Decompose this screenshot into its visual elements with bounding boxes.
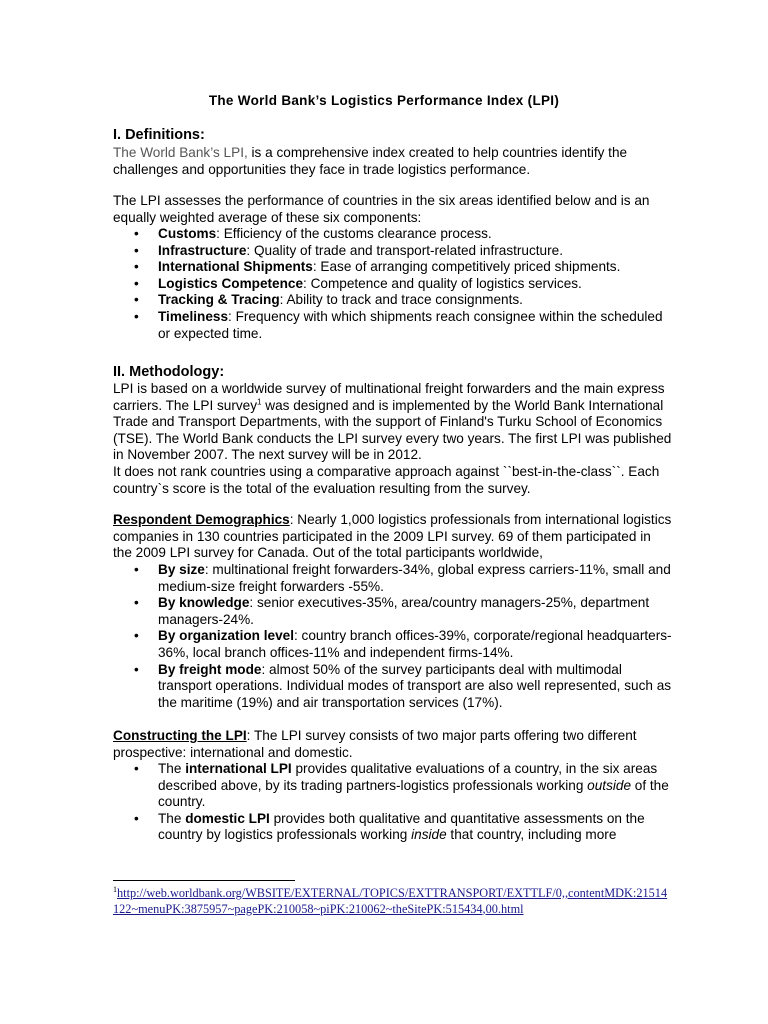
footnote-number: 1 — [113, 884, 117, 894]
footnote — [113, 886, 673, 917]
bullet-icon: • — [134, 628, 139, 644]
bullet-icon: • — [134, 242, 139, 258]
lpi-components-list — [113, 226, 673, 342]
bullet-icon: • — [134, 226, 139, 241]
bullet-icon: • — [134, 661, 139, 677]
intro-lpi-name: The World Bank’s LPI, — [113, 145, 248, 160]
methodology-paragraph: LPI is based on a worldwide survey of multinational freight forwarders and the main express carriers. The LPI survey$^1$ was designed and is implemented by the World Bank International Trade and Transport Departments, with the support of Finland's Turku School of Economics (TSE). The World Bank conducts the LPI survey every two years. The first LPI was published in November 2007. The next survey will be in 2012. It does not rank countries using a comparative approach against ``best-in-the-class``. Each country`s score is the total of the evaluation resulting from the survey. — [113, 381, 672, 496]
section-heading-methodology: II. Methodology: — [113, 364, 225, 380]
list-item: • By organization level: country branch offices-39%, corporate/regional headquarters-36%, local branch offices-11% and independent firms-14%. — [134, 628, 672, 660]
list-item: • The international LPI provides qualitative evaluations of a country, in the six areas described above, by its trading partners-logistics professionals working outside of the country. — [134, 761, 669, 810]
bullet-icon: • — [134, 275, 139, 291]
bullet-icon: • — [134, 308, 139, 324]
footnote-ref[interactable]: 1 — [257, 397, 262, 407]
bullet-icon: • — [134, 810, 139, 826]
list-item: • Logistics Competence: Competence and quality of logistics services. — [134, 275, 582, 291]
list-item: • Infrastructure: Quality of trade and transport-related infrastructure. — [134, 242, 563, 258]
list-item: • Customs: Efficiency of the customs clearance process. — [134, 226, 492, 241]
document-title: The World Bank’s Logistics Performance Index (LPI) — [208, 93, 560, 108]
bullet-icon: • — [134, 292, 139, 308]
list-item: • The domestic LPI provides both qualitative and quantitative assessments on the country by logistics professionals working inside that country, including more — [134, 810, 645, 843]
list-item: • By knowledge: senior executives-35%, area/country managers-25%, department managers-24%. — [134, 595, 650, 627]
intro-text: is a comprehensive index created to help countries identify the challenges and opportunities they face in trade logistics performance. — [113, 145, 628, 177]
section-heading-definitions: I. Definitions: — [113, 127, 205, 143]
constructing-lpi-paragraph: Constructing the LPI: The LPI survey consists of two major parts offering two different prospective: international and domestic. — [113, 728, 637, 760]
list-item: • Tracking & Tracing: Ability to track and trace consignments. — [134, 292, 523, 308]
list-item: • By size: multinational freight forwarders-34%, global express carriers-11%, small and medium-size freight forwarders -55%. — [134, 562, 671, 594]
footnote-link[interactable]: http://web.worldbank.org/WBSITE/EXTERNAL/TOPICS/EXTTRANSPORT/EXTTLF/0,,contentMDK:21514122~menuPK:3875957~pagePK:210058~piPK:210062~theSitePK:515434,00.html — [113, 886, 668, 916]
list-item: • Timeliness: Frequency with which shipments reach consignee within the scheduled or expected time. — [134, 308, 663, 341]
list-item: • By freight mode: almost 50% of the survey participants deal with multimodal transport operations. Individual modes of transport are also well represented, such as the maritime (19%) and air transportation services (17%). — [134, 661, 672, 710]
definitions-intro — [113, 145, 673, 178]
constructing-lpi-label: Constructing the LPI — [113, 728, 247, 743]
bullet-icon: • — [134, 562, 139, 577]
respondent-demographics-paragraph: Respondent Demographics: Nearly 1,000 logistics professionals from international logistics companies in 130 countries participated in the 2009 LPI survey. 69 of them participated in the 2009 LPI survey for Canada. Out of the total participants worldwide, — [113, 512, 672, 561]
list-item: • International Shipments: Ease of arranging competitively priced shipments. — [134, 259, 621, 275]
bullet-icon: • — [134, 761, 139, 776]
footnote-separator — [113, 880, 295, 881]
bullet-icon: • — [134, 595, 139, 611]
demographics-list — [113, 562, 673, 711]
lpi-parts-list — [113, 761, 673, 844]
bullet-icon: • — [134, 259, 139, 275]
definitions-paragraph: The LPI assesses the performance of countries in the six areas identified below and is an equally weighted average of these six components: — [113, 193, 650, 225]
respondent-demographics-label: Respondent Demographics — [113, 512, 290, 527]
